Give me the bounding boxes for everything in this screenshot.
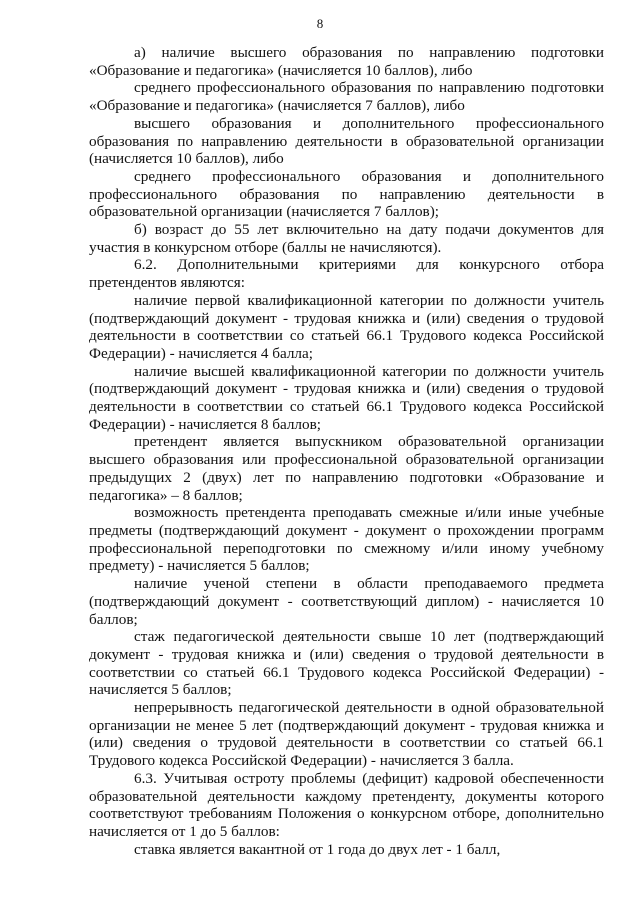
paragraph-age-limit: б) возраст до 55 лет включительно на дату подачи документов для участия в конкурсном отборе (баллы не начисляются). <box>89 221 604 256</box>
paragraph-section-6-2: 6.2. Дополнительными критериями для конкурсного отбора претендентов являются: <box>89 256 604 292</box>
paragraph-first-category: наличие первой квалификационной категории по должности учитель (подтверждающий документ - трудовая книжка и (или) сведения о трудовой деятельности в соответствии со статьей 66.1 Трудового кодекса Российской Федерации) - начисляется 4 балла; <box>89 291 604 362</box>
paragraph-section-6-3: 6.3. Учитывая остроту проблемы (дефицит) кадровой обеспеченности образовательной деятельности каждому претенденту, документы которого соответствуют требованиям Положения о конкурсном отборе, дополнительно начисляется от 1 до 5 баллов: <box>89 769 604 840</box>
paragraph-vacancy-bonus: ставка является вакантной от 1 года до двух лет - 1 балл, <box>134 840 501 858</box>
paragraph-education-higher-additional: высшего образования и дополнительного профессионального образования по направлению деятельности в образовательной организации (начисляется 10 баллов), либо <box>89 114 604 168</box>
paragraph-academic-degree: наличие ученой степени в области преподаваемого предмета (подтверждающий документ - соответствующий диплом) - начисляется 10 баллов; <box>89 575 604 628</box>
paragraph-education-secondary-additional: среднего профессионального образования и дополнительного профессионального образования по направлению деятельности в образовательной организации (начисляется 7 баллов); <box>89 167 604 221</box>
paragraph-graduate: претендент является выпускником образовательной организации высшего образования или профессиональной образовательной организации предыдущих 2 (двух) лет по направлению подготовки «Образование и педагогика» – 8 баллов; <box>89 433 604 504</box>
paragraph-related-subjects: возможность претендента преподавать смежные и/или иные учебные предметы (подтверждающий документ - документ о прохождении программ профессиональной переподготовки по смежному и/или иному учебному предмету) - начисляется 5 баллов; <box>89 504 604 575</box>
document-body <box>89 44 604 858</box>
paragraph-continuous-experience: непрерывность педагогической деятельности в одной образовательной организации не менее 5 лет (подтверждающий документ - трудовая книжка и (или) сведения о трудовой деятельности в соответствии со статьей 66.1 Трудового кодекса Российской Федерации) - начисляется 3 балла. <box>89 699 604 770</box>
paragraph-teaching-experience: стаж педагогической деятельности свыше 10 лет (подтверждающий документ - трудовая книжка и (или) сведения о трудовой деятельности в соответствии со статьей 66.1 Трудового кодекса Российской Федерации) - начисляется 5 баллов; <box>89 628 604 699</box>
page-number: 8 <box>316 16 324 31</box>
paragraph-education-higher: а) наличие высшего образования по направлению подготовки «Образование и педагогика» (начисляется 10 баллов), либо <box>89 44 604 79</box>
paragraph-highest-category: наличие высшей квалификационной категории по должности учитель (подтверждающий документ - трудовая книжка и (или) сведения о трудовой деятельности в соответствии со статьей 66.1 Трудового кодекса Российской Федерации) - начисляется 8 баллов; <box>89 362 604 433</box>
paragraph-education-secondary: среднего профессионального образования по направлению подготовки «Образование и педагогика» (начисляется 7 баллов), либо <box>89 79 604 115</box>
